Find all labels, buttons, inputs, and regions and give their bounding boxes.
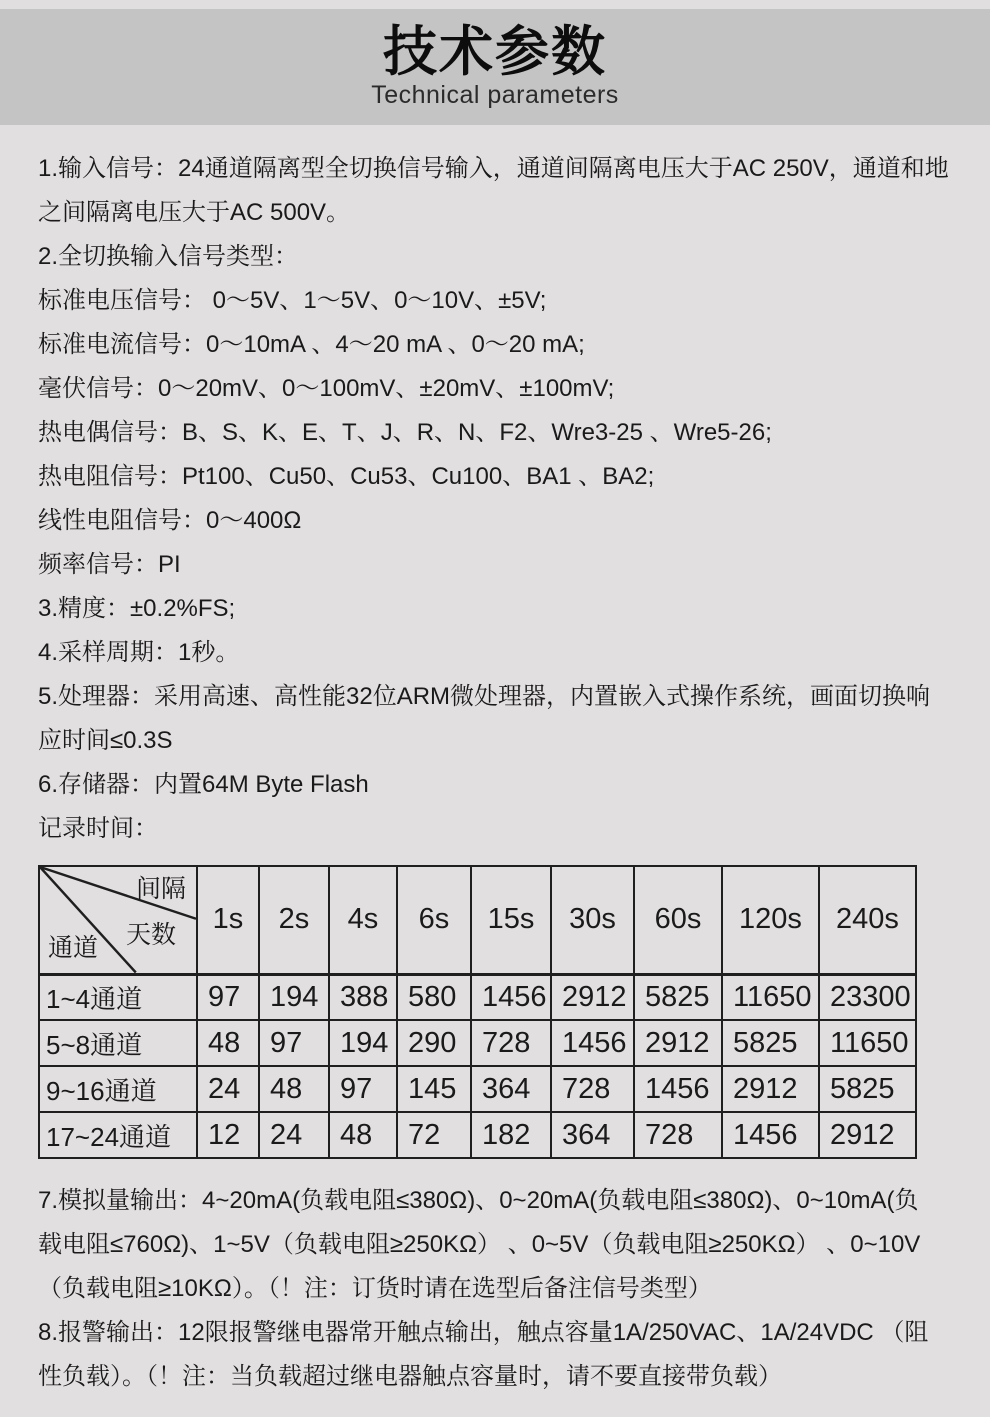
spec-line-alarm-output-cont: 性负载）。（！注：当负载超过继电器触点容量时，请不要直接带负载） [38, 1363, 782, 1390]
table-cell: 97 [329, 1066, 397, 1112]
title-band [0, 9, 990, 125]
interval-header: 15s [471, 866, 551, 974]
spec-line-thermocouple-signal: 热电偶信号：B、S、K、E、T、J、R、N、F2、Wre3-25 、Wre5-26; [38, 419, 772, 446]
table-cell: 2912 [634, 1020, 722, 1066]
interval-header: 6s [397, 866, 471, 974]
spec-line-linear-resistance: 线性电阻信号：0～400Ω [38, 507, 302, 534]
spec-line-record-time: 记录时间： [38, 815, 158, 842]
table-cell: 1456 [722, 1112, 819, 1158]
spec-line-analog-output-cont2: （负载电阻≥10KΩ）。（！注：订货时请在选型后备注信号类型） [38, 1275, 712, 1302]
table-cell: 97 [259, 1020, 329, 1066]
spec-line-input-signal-cont: 之间隔离电压大于AC 500V。 [38, 199, 351, 226]
row-label: 17~24通道 [39, 1112, 197, 1158]
table-cell: 97 [197, 974, 259, 1020]
table-cell: 12 [197, 1112, 259, 1158]
spec-line-analog-output-cont1: 载电阻≤760Ω)、1~5V（负载电阻≥250KΩ） 、0~5V（负载电阻≥250KΩ） 、0~10V [38, 1231, 921, 1258]
table-row [39, 1020, 916, 1066]
table-cell: 1456 [551, 1020, 634, 1066]
table-cell: 580 [397, 974, 471, 1020]
spec-line-rtd-signal: 热电阻信号：Pt100、Cu50、Cu53、Cu100、BA1 、BA2; [38, 463, 655, 490]
spec-line-signal-types: 2.全切换输入信号类型： [38, 243, 299, 270]
spec-line-frequency-signal: 频率信号：PI [38, 551, 181, 578]
spec-line-current-signal: 标准电流信号：0～10mA 、4～20 mA 、0～20 mA; [38, 331, 585, 358]
table-cell: 145 [397, 1066, 471, 1112]
interval-header: 1s [197, 866, 259, 974]
corner-cell [39, 866, 197, 974]
table-cell: 5825 [634, 974, 722, 1020]
table-row [39, 974, 916, 1020]
content [0, 125, 990, 1399]
table-cell: 194 [259, 974, 329, 1020]
table-cell: 2912 [551, 974, 634, 1020]
table-cell: 728 [551, 1066, 634, 1112]
interval-header: 240s [819, 866, 916, 974]
table-cell: 48 [329, 1112, 397, 1158]
spec-line-voltage-signal: 标准电压信号： 0～5V、1～5V、0～10V、±5V; [38, 287, 547, 314]
table-row [39, 1112, 916, 1158]
interval-header: 30s [551, 866, 634, 974]
row-label: 9~16通道 [39, 1066, 197, 1112]
table-cell: 11650 [819, 1020, 916, 1066]
table-cell: 728 [634, 1112, 722, 1158]
interval-header: 60s [634, 866, 722, 974]
corner-interval-label: 间隔 [135, 875, 186, 903]
row-label: 5~8通道 [39, 1020, 197, 1066]
table-cell: 72 [397, 1112, 471, 1158]
interval-header: 120s [722, 866, 819, 974]
corner-days-label: 天数 [126, 921, 177, 949]
spec-line-memory: 6.存储器：内置64M Byte Flash [38, 771, 369, 798]
row-label: 1~4通道 [39, 974, 197, 1020]
page-title: 技术参数 [383, 22, 607, 83]
table-cell: 1456 [634, 1066, 722, 1112]
spec-line-accuracy: 3.精度：±0.2%FS; [38, 595, 236, 622]
table-header-row [39, 866, 916, 974]
spec-line-alarm-output: 8.报警输出：12限报警继电器常开触点输出，触点容量1A/250VAC、1A/24VDC （阻 [38, 1319, 929, 1346]
spec-line-analog-output: 7.模拟量输出：4~20mA(负载电阻≤380Ω)、0~20mA(负载电阻≤380Ω)、0~10mA(负 [38, 1187, 919, 1214]
interval-header: 4s [329, 866, 397, 974]
table-cell: 5825 [722, 1020, 819, 1066]
spec-line-sampling-period: 4.采样周期：1秒。 [38, 639, 240, 666]
record-time-table [38, 865, 917, 1159]
table-cell: 48 [197, 1020, 259, 1066]
spec-line-processor: 5.处理器：采用高速、高性能32位ARM微处理器，内置嵌入式操作系统，画面切换响 [38, 683, 931, 710]
table-cell: 23300 [819, 974, 916, 1020]
interval-header: 2s [259, 866, 329, 974]
table-cell: 5825 [819, 1066, 916, 1112]
table-cell: 1456 [471, 974, 551, 1020]
table-cell: 194 [329, 1020, 397, 1066]
table-cell: 2912 [722, 1066, 819, 1112]
table-cell: 11650 [722, 974, 819, 1020]
table-cell: 364 [551, 1112, 634, 1158]
table-cell: 182 [471, 1112, 551, 1158]
table-cell: 290 [397, 1020, 471, 1066]
table-cell: 2912 [819, 1112, 916, 1158]
spec-line-input-signal: 1.输入信号：24通道隔离型全切换信号输入，通道间隔离电压大于AC 250V，通道和地 [38, 155, 949, 182]
top-strip [0, 0, 990, 9]
page-subtitle: Technical parameters [371, 80, 619, 109]
spec-line-processor-cont: 应时间≤0.3S [38, 727, 173, 754]
corner-channel-label: 通道 [48, 933, 99, 962]
spec-line-millivolt-signal: 毫伏信号：0～20mV、0～100mV、±20mV、±100mV; [38, 375, 615, 402]
table-row [39, 1066, 916, 1112]
table-cell: 388 [329, 974, 397, 1020]
table-cell: 24 [197, 1066, 259, 1112]
table-cell: 364 [471, 1066, 551, 1112]
table-cell: 728 [471, 1020, 551, 1066]
table-cell: 48 [259, 1066, 329, 1112]
table-cell: 24 [259, 1112, 329, 1158]
